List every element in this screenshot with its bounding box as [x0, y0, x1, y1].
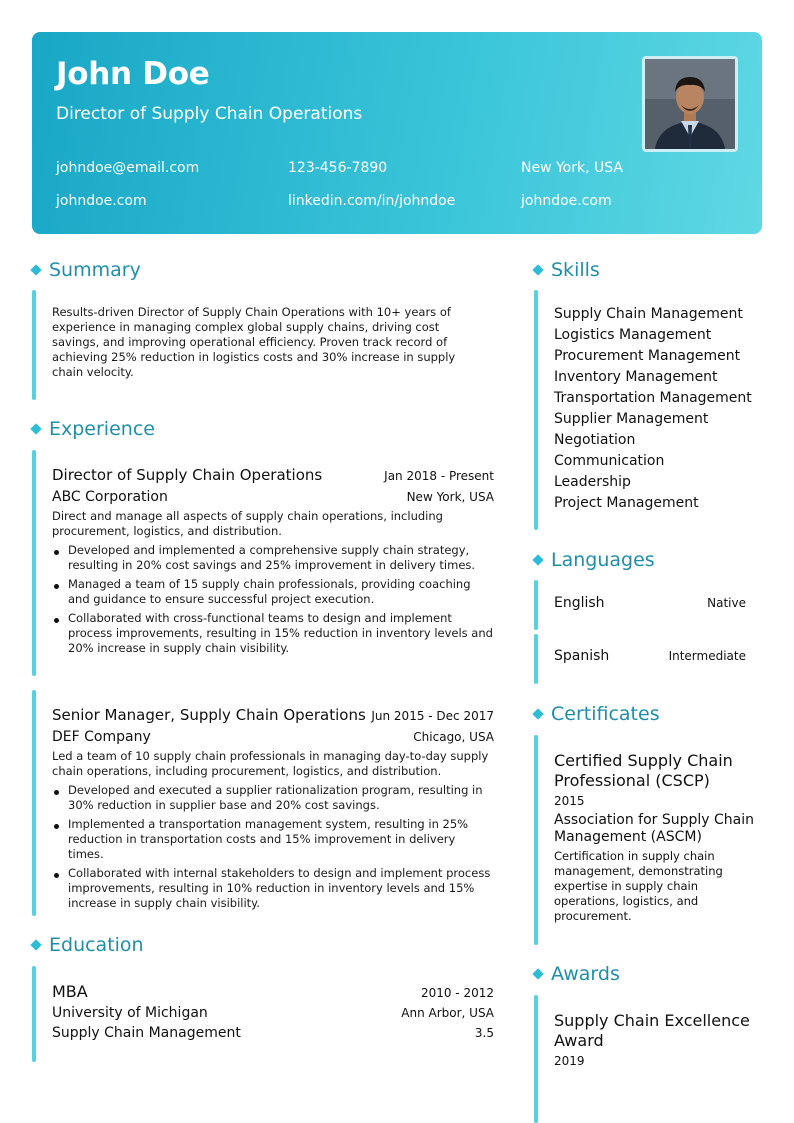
job-description: Direct and manage all aspects of supply chain operations, including procurement, logistics, and distribution. [52, 509, 443, 538]
experience-item [52, 466, 494, 660]
skill-item: Project Management [554, 495, 699, 511]
education-degree: MBA [52, 982, 88, 1001]
job-bullet: Developed and executed a supplier rationalization program, resulting in 30% reduction in supplier base and 20% cost savings. [52, 783, 494, 813]
job-bullet: Developed and implemented a comprehensive supply chain strategy, resulting in 20% cost savings and 25% improvement in delivery times. [52, 543, 494, 573]
job-title: Senior Manager, Supply Chain Operations [52, 706, 366, 724]
language-item [554, 595, 746, 611]
job-company: ABC Corporation [52, 489, 168, 505]
job-title: Director of Supply Chain Operations [52, 466, 323, 484]
contact-phone[interactable]: 123-456-7890 [288, 160, 388, 176]
experience-1-bar [32, 450, 36, 676]
section-skills-heading [534, 259, 600, 281]
certificate-item [554, 751, 754, 924]
section-summary-bar [32, 290, 36, 400]
section-awards-bar [534, 995, 538, 1123]
education-item [52, 982, 494, 1041]
job-dates: Jan 2018 - Present [384, 469, 494, 483]
education-field: Supply Chain Management [52, 1025, 241, 1041]
skill-item: Leadership [554, 474, 631, 490]
certificate-issuer: Association for Supply Chain Management (ASCM) [554, 812, 755, 845]
award-item [554, 1011, 754, 1068]
education-school: University of Michigan [52, 1005, 208, 1021]
diamond-icon [532, 968, 543, 979]
profile-photo-image [645, 59, 735, 149]
job-description: Led a team of 10 supply chain professionals in managing day-to-day supply chain operations, including procurement, logistics, and distribution. [52, 749, 489, 778]
section-education-heading [32, 934, 144, 956]
resume-header [32, 32, 762, 234]
skill-item: Logistics Management [554, 327, 712, 343]
section-summary-heading [32, 259, 141, 281]
education-dates: 2010 - 2012 [420, 986, 494, 1000]
skill-item: Supply Chain Management [554, 306, 743, 322]
section-languages-heading [534, 549, 655, 571]
education-gpa: 3.5 [474, 1026, 494, 1040]
contact-location: New York, USA [521, 160, 623, 176]
section-skills-bar [534, 290, 538, 530]
skill-item: Procurement Management [554, 348, 741, 364]
language-name: English [554, 595, 605, 611]
section-skills-title: Skills [551, 259, 600, 281]
contact-website-secondary[interactable]: johndoe.com [521, 193, 612, 209]
job-location: New York, USA [406, 490, 494, 504]
diamond-icon [30, 264, 41, 275]
job-bullet: Collaborated with internal stakeholders to design and implement process improvements, resulting in 10% reduction in inventory levels and 15% increase in supply chain visibility. [52, 866, 494, 911]
profile-photo [642, 56, 738, 152]
diamond-icon [532, 264, 543, 275]
education-location: Ann Arbor, USA [401, 1006, 494, 1020]
skill-item: Communication [554, 453, 665, 469]
contact-linkedin[interactable]: linkedin.com/in/johndoe [288, 193, 456, 209]
contact-website[interactable]: johndoe.com [56, 193, 147, 209]
job-location: Chicago, USA [413, 730, 494, 744]
job-bullets [52, 783, 494, 911]
job-bullets [52, 543, 494, 656]
section-awards-title: Awards [551, 963, 620, 985]
job-company: DEF Company [52, 729, 151, 745]
section-summary-title: Summary [49, 259, 141, 281]
diamond-icon [30, 939, 41, 950]
award-year: 2019 [554, 1054, 585, 1068]
job-bullet: Collaborated with cross-functional teams to design and implement process improvements, resulting in 15% reduction in inventory levels and 20% increase in supply chain visibility. [52, 611, 494, 656]
section-certificates-heading [534, 703, 660, 725]
skill-item: Transportation Management [554, 390, 752, 406]
award-title: Supply Chain Excellence Award [554, 1011, 750, 1050]
skill-item: Supplier Management [554, 411, 709, 427]
language-2-bar [534, 634, 538, 684]
language-level: Native [707, 596, 746, 610]
language-level: Intermediate [668, 649, 746, 663]
diamond-icon [532, 708, 543, 719]
section-certificates-bar [534, 735, 538, 945]
section-awards-heading [534, 963, 620, 985]
section-experience-heading [32, 418, 155, 440]
diamond-icon [532, 554, 543, 565]
language-item [554, 648, 746, 664]
experience-2-bar [32, 690, 36, 916]
job-bullet: Managed a team of 15 supply chain professionals, providing coaching and guidance to ensure successful project execution. [52, 577, 494, 607]
job-bullet: Implemented a transportation management system, resulting in 25% reduction in transportation costs and 15% improvement in delivery times. [52, 817, 494, 862]
certificate-description: Certification in supply chain management, demonstrating expertise in supply chain operations, logistics, and procurement. [554, 849, 723, 923]
certificate-title: Certified Supply Chain Professional (CSCP) [554, 751, 733, 790]
experience-item [52, 706, 494, 915]
section-languages-title: Languages [551, 549, 655, 571]
section-education-title: Education [49, 934, 144, 956]
section-certificates-title: Certificates [551, 703, 660, 725]
job-dates: Jun 2015 - Dec 2017 [371, 709, 494, 723]
contact-email[interactable]: johndoe@email.com [56, 160, 200, 176]
diamond-icon [30, 423, 41, 434]
skill-item: Inventory Management [554, 369, 718, 385]
section-education-bar [32, 966, 36, 1062]
language-name: Spanish [554, 648, 610, 664]
summary-text: Results-driven Director of Supply Chain Operations with 10+ years of experience in managing complex global supply chains, driving cost savings, and improving operational efficiency. Proven track record of achieving 25% reduction in logistics costs and 30% increase in supply chain velocity. [52, 305, 456, 379]
section-experience-title: Experience [49, 418, 155, 440]
candidate-name: John Doe [56, 56, 210, 92]
certificate-year: 2015 [554, 794, 585, 808]
language-1-bar [534, 580, 538, 630]
skill-item: Negotiation [554, 432, 636, 448]
candidate-role: Director of Supply Chain Operations [56, 104, 363, 124]
